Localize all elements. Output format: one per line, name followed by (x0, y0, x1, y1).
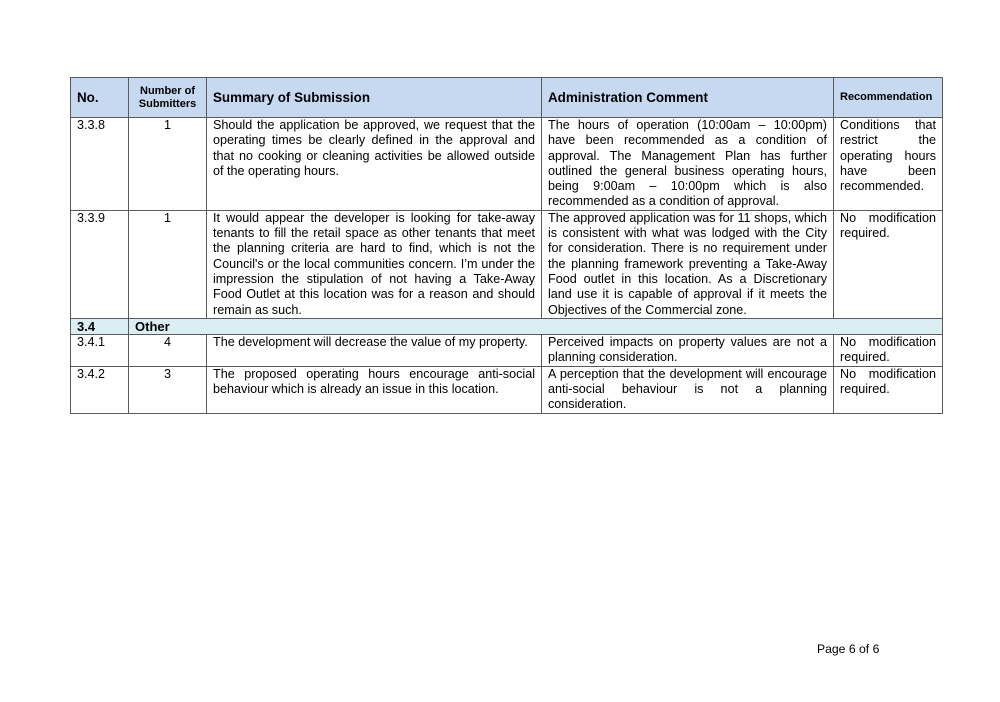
table-row (71, 335, 943, 367)
page-number: Page 6 of 6 (817, 642, 880, 656)
row-recommendation: Conditions that restrict the operating hours have been recommended. (834, 118, 943, 211)
row-submitter-count: 1 (129, 210, 207, 318)
row-submitter-count: 3 (129, 366, 207, 413)
row-recommendation: No modification required. (834, 366, 943, 413)
section-number: 3.4 (71, 318, 129, 334)
row-submitter-count: 1 (129, 118, 207, 211)
row-comment: A perception that the development will encourage anti-social behaviour is not a planning consideration. (542, 366, 834, 413)
row-summary: The development will decrease the value of my property. (207, 335, 542, 367)
row-recommendation: No modification required. (834, 210, 943, 318)
row-number: 3.4.1 (71, 335, 129, 367)
row-summary: Should the application be approved, we request that the operating times be clearly defined in the approval and that no cooking or cleaning activities be allowed outside of the operating hours. (207, 118, 542, 211)
header-administration-comment: Administration Comment (542, 78, 834, 118)
table-row (71, 366, 943, 413)
row-number: 3.3.8 (71, 118, 129, 211)
header-number-of-submitters: Number of Submitters (129, 78, 207, 118)
table-row (71, 210, 943, 318)
section-row (71, 318, 943, 334)
row-number: 3.4.2 (71, 366, 129, 413)
table-header-row (71, 78, 943, 118)
row-number: 3.3.9 (71, 210, 129, 318)
row-comment: Perceived impacts on property values are not a planning consideration. (542, 335, 834, 367)
row-comment: The hours of operation (10:00am – 10:00pm) have been recommended as a condition of approval. The Management Plan has further outlined the general business operating hours, being 9:00am – 10:00pm which is also recommended as a condition of approval. (542, 118, 834, 211)
header-summary-of-submission: Summary of Submission (207, 78, 542, 118)
submissions-table (70, 77, 943, 414)
row-comment: The approved application was for 11 shops, which is consistent with what was lodged with the City for consideration. There is no requirement under the planning framework preventing a Take-Away Food outlet in this location. As a Discretionary land use it is capable of approval if it meets the Objectives of the Commercial zone. (542, 210, 834, 318)
row-summary: It would appear the developer is looking for take-away tenants to fill the retail space as other tenants that meet the planning criteria are hard to find, which is not the Council's or the local communities concern. I’m under the impression the stipulation of not having a Take-Away Food Outlet at this location was for a reason and should remain as such. (207, 210, 542, 318)
table-row (71, 118, 943, 211)
row-submitter-count: 4 (129, 335, 207, 367)
header-recommendation: Recommendation (834, 78, 943, 118)
row-recommendation: No modification required. (834, 335, 943, 367)
row-summary: The proposed operating hours encourage anti-social behaviour which is already an issue in this location. (207, 366, 542, 413)
header-no: No. (71, 78, 129, 118)
section-title: Other (129, 318, 943, 334)
